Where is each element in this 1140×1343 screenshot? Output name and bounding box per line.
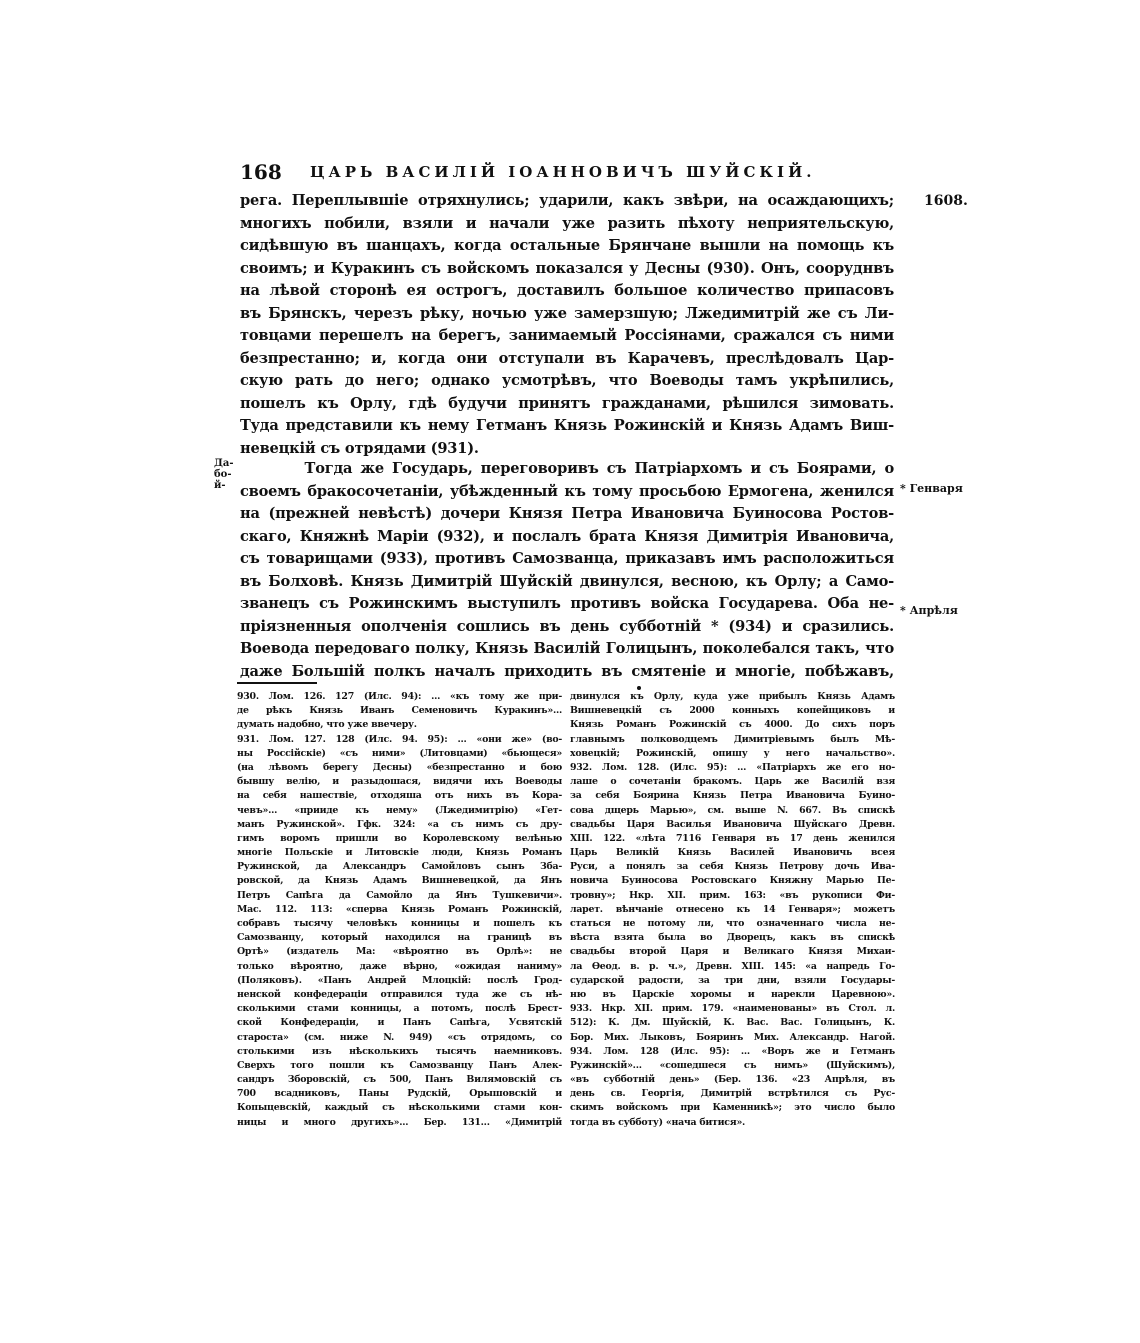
footnote-line: 934. Лом. 128 (Илс. 95): ... «Воръ же и Гетманъ — [570, 1045, 895, 1057]
footnote-line: 700 всадниковъ, Паны Рудскій, Орышовскій и — [237, 1088, 562, 1100]
body-line: невецкій съ отрядами (931). — [240, 439, 479, 457]
footnote-column-right — [570, 690, 895, 1130]
footnote-line: сова дщерь Марью», см. выше N. 667. Въ спискѣ — [570, 804, 895, 816]
footnote-line: ненской конфедераціи отправился туда же съ нѣ- — [237, 988, 562, 1000]
footnote-column-left — [237, 690, 562, 1130]
footnote-line: сандръ Зборовскій, съ 500, Панъ Вилямовскій съ — [237, 1074, 562, 1086]
footnote-line: Ортѣ» (издатель Ма: «вѣроятно въ Орлѣ»: не — [237, 946, 562, 958]
body-line: съ товарищами (933), противъ Самозванца, приказавъ имъ расположиться — [240, 550, 894, 567]
footnote-line: на себя нашествіе, отходяша отъ нихъ въ Кора- — [237, 790, 562, 802]
footnote-line: 512): К. Дм. Шуйскій, К. Вас. Вас. Голицынъ, К. — [570, 1017, 895, 1029]
left-margin-note — [214, 458, 234, 491]
footnote-line: день св. Георгія, Димитрій встрѣтился съ Рус- — [570, 1088, 895, 1100]
page-number: 168 — [240, 160, 282, 184]
body-line: на лѣвой сторонѣ ея острогъ, доставилъ большое количество припасовъ — [240, 282, 894, 299]
footnote-line: сколькими стами конницы, а потомъ, послѣ Брест- — [237, 1003, 562, 1015]
footnote-line: ла Ѳеод. в. р. ч.», Древн. XIII. 145: «а напредь Го- — [570, 960, 895, 972]
footnote-line: Бор. Мих. Лыковъ, Бояринъ Мих. Александр. Нагой. — [570, 1031, 895, 1043]
footnote-line: ховецкій; Рожинскій, опишу у него начальство». — [570, 747, 895, 759]
running-head: ЦАРЬ ВАСИЛІЙ ІОАННОВИЧЪ ШУЙСКІЙ. — [310, 163, 816, 181]
margin-date-january: * Генваря — [900, 482, 963, 495]
footnote-line: Петръ Сапѣга да Самойло да Янъ Тушкевичи». — [237, 889, 562, 901]
footnote-line: собравъ тысячу человѣкъ конницы и пошелъ къ — [237, 918, 562, 929]
body-line: въ Болховѣ. Князь Димитрій Шуйскій двинулся, весною, къ Орлу; а Само- — [240, 572, 894, 590]
body-line: товцами перешелъ на берегъ, занимаемый Россіянами, сражался съ ними — [240, 327, 894, 344]
footnote-line: ровской, да Князь Адамъ Вишневецкой, да Янъ — [237, 875, 562, 887]
body-line: скаго, Княжнѣ Маріи (932), и послалъ брата Князя Димитрія Ивановича, — [240, 527, 894, 545]
footnote-line: свадьбы Царя Василья Ивановича Шуйскаго Древн. — [570, 818, 895, 830]
footnote-line: манъ Ружинской». Гфк. 324: «а съ нимъ съ дру- — [237, 818, 562, 830]
footnote-line: Копыцевскій, каждый съ нѣсколькими стами кон- — [237, 1102, 562, 1114]
footnote-line: многіе Польскіе и Литовскіе люди, Князь Романъ — [237, 847, 562, 859]
body-line: Туда представили къ нему Гетманъ Князь Рожинскій и Князь Адамъ Виш- — [240, 417, 894, 434]
footnote-line: лаше о сочетаніи бракомъ. Царь же Василій взя — [570, 776, 895, 788]
body-line: даже Большій полкъ началъ приходить въ смятеніе и многіе, побѣжавъ, — [240, 662, 894, 680]
footnote-line: сударской радости, за три дни, взяли Государы- — [570, 974, 895, 986]
footnote-line: думать надобно, что уже ввечеру. — [237, 719, 417, 731]
footnote-line: ларет. вѣнчаніе отнесено къ 14 Генваря»; можетъ — [570, 903, 895, 915]
footnote-rule — [237, 682, 317, 684]
footnote-line: де рѣкъ Князь Иванъ Семеновичъ Куракинъ»... — [237, 705, 562, 717]
footnote-line: ню въ Царскіе хоромы и нарекли Царевною». — [570, 988, 895, 1000]
body-line: пріязненныя ополченія сошлись въ день субботній * (934) и сразились. — [240, 617, 894, 635]
footnote-line: за себя Боярина Князь Петра Ивановича Буино- — [570, 790, 895, 802]
footnote-line: вѣста взята была во Дворецъ, какъ въ спискѣ — [570, 932, 895, 944]
footnote-line: Царь Великій Князь Василей Ивановичь всея — [570, 847, 895, 859]
footnote-line: (на лѣвомъ берегу Десны) «безпрестанно и бою — [237, 761, 562, 773]
body-line: безпрестанно; и, когда они отступали въ Карачевъ, преслѣдовалъ Цар- — [240, 349, 894, 367]
footnote-line: Ружинской, да Александръ Самойловъ сынъ Зба- — [237, 861, 562, 873]
footnote-line: ской Конфедераціи, и Панъ Сапѣга, Усвятскій — [237, 1017, 562, 1029]
page-header — [240, 160, 900, 188]
body-line: скую рать до него; однако усмотрѣвъ, что Воеводы тамъ укрѣпились, — [240, 372, 894, 389]
footnote-line: (Поляковъ). «Панъ Андрей Млоцкій: послѣ Грод- — [237, 974, 562, 986]
footnote-line: Руси, а понялъ за себя Князь Петрову дочь Ива- — [570, 861, 895, 873]
footnote-line: тровну»; Нкр. XII. прим. 163: «въ рукописи Фи- — [570, 889, 895, 901]
footnote-line: двинулся къ Орлу, куда уже прибылъ Князь Адамъ — [570, 691, 895, 702]
footnote-line: столькими изъ нѣсколькихъ тысячъ наемниковъ. — [237, 1045, 562, 1057]
footnote-line: 931. Лом. 127. 128 (Илс. 94. 95): ... «они же» (во- — [237, 733, 562, 745]
body-line: сидѣвшую въ шанцахъ, когда остальные Брянчане вышли на помощь къ — [240, 237, 894, 254]
left-note-line: бо- — [214, 469, 232, 480]
footnote-line: XIII. 122. «лѣта 7116 Генваря въ 17 день женился — [570, 832, 895, 844]
footnote-line: Мас. 112. 113: «сперва Князь Романъ Рожинскій, — [237, 903, 562, 915]
body-line: Тогда же Государь, переговоривъ съ Патріархомъ и съ Боярами, о — [240, 460, 894, 477]
footnote-line: новича Буиносова Ростовскаго Княжну Марью Пе- — [570, 875, 895, 887]
footnote-line: тогда въ субботу) «нача битися». — [570, 1116, 746, 1128]
footnote-line: Самозванцу, который находился на границѣ въ — [237, 932, 562, 944]
footnote-line: Вишневецкій съ 2000 конныхъ копейщиковъ и — [570, 705, 895, 717]
footnote-line: Сверхъ того пошли къ Самозванцу Панъ Алек- — [237, 1059, 562, 1071]
body-line: своимъ; и Куракинъ съ войскомъ показался у Десны (930). Онъ, сооруднвъ — [240, 259, 894, 277]
body-line: въ Брянскъ, черезъ рѣку, ночью уже замерзшую; Лжедимитрій же съ Ли- — [240, 304, 894, 322]
body-line: на (прежней невѣстѣ) дочери Князя Петра Ивановича Буиносова Ростов- — [240, 505, 894, 522]
footnote-line: 933. Нкр. XII. прим. 179. «наименованы» въ Стол. л. — [570, 1003, 895, 1015]
margin-date-april: * Апрѣля — [900, 604, 958, 617]
footnote-line: Князь Романъ Рожинскій съ 4000. До сихъ поръ — [570, 719, 895, 731]
body-line: своемъ бракосочетаніи, убѣжденный къ тому просьбою Ермогена, женился — [240, 482, 894, 500]
margin-year: 1608. — [924, 193, 968, 209]
footnote-line: статься не потому ли, что означеннаго числа не- — [570, 918, 895, 929]
body-line: рега. Переплывшіе отряхнулись; ударили, какъ звѣри, на осаждающихъ; — [240, 192, 894, 209]
footnote-line: чевъ»... «прииде къ нему» (Лжедимитрію) «Гет- — [237, 804, 562, 816]
footnote-line: свадьбы второй Царя и Великаго Князя Михаи- — [570, 946, 895, 958]
footnote-line: главнымъ полководцемъ Димитріевымъ былъ Мѣ- — [570, 733, 895, 745]
footnote-line: ницы и много другихъ»... Бер. 131... «Димитрій — [237, 1116, 562, 1128]
footnote-line: Ружинскій»... «сошедшеся съ нимъ» (Шуйскимъ), — [570, 1059, 895, 1071]
footnote-line: старостa» (см. ниже N. 949) «съ отрядомъ, со — [237, 1031, 562, 1043]
left-note-line: Да- — [214, 458, 234, 469]
footnote-line: гимъ воромъ пришли во Королевскому велѣнью — [237, 832, 562, 844]
footnote-line: только вѣроятно, даже вѣрно, «ожидая наниму» — [237, 960, 562, 972]
footnote-line: ны Россійскіе) «съ ними» (Литовцами) «бьющеся» — [237, 747, 562, 759]
body-line: Воевода передоваго полку, Князь Василій Голицынъ, поколебался такъ, что — [240, 640, 894, 657]
footnote-line: 930. Лом. 126. 127 (Илс. 94): ... «къ тому же при- — [237, 691, 562, 702]
footnote-line: скимъ войскомъ при Каменникѣ»; это число было — [570, 1102, 895, 1114]
left-note-line: й- — [214, 480, 226, 491]
body-line: званецъ съ Рожинскимъ выступилъ противъ войска Государева. Оба не- — [240, 595, 894, 612]
footnote-line: бывшу велію, и разыдошася, видячи ихъ Воеводы — [237, 776, 562, 788]
footnote-line: «въ субботній день» (Бер. 136. «23 Апрѣля, въ — [570, 1074, 895, 1086]
body-line: многихъ побили, взяли и начали уже разить пѣхоту неприятельскую, — [240, 214, 894, 232]
body-line: пошелъ къ Орлу, гдѣ будучи принятъ гражданами, рѣшился зимовать. — [240, 394, 894, 412]
footnote-line: 932. Лом. 128. (Илс. 95): ... «Патріархъ же его но- — [570, 761, 895, 773]
